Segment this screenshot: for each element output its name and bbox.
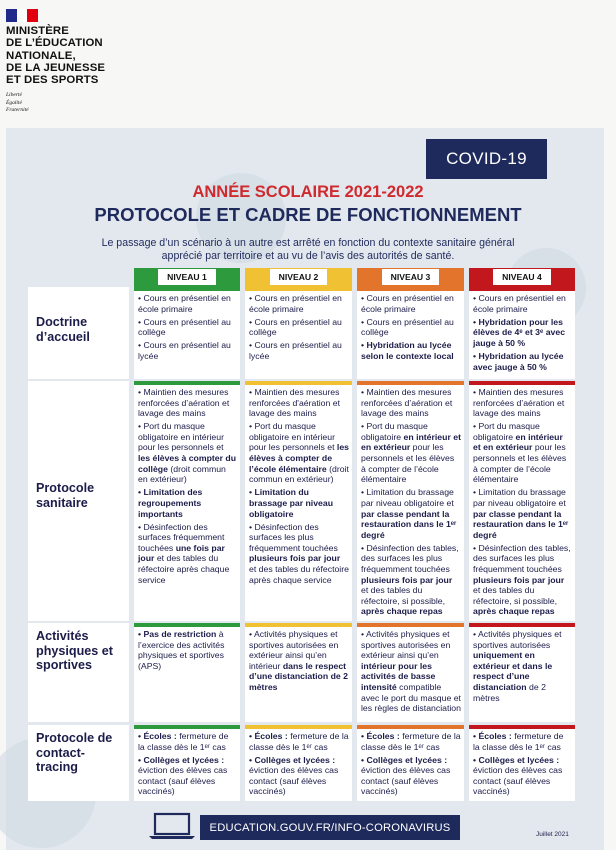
bold-text: • Écoles : xyxy=(473,731,512,741)
level-label: NIVEAU 4 xyxy=(493,269,551,285)
table-cell-niveau-2 xyxy=(245,381,352,621)
text: • Port du masque obligatoire en intérieur pour les personnels et xyxy=(138,421,224,453)
bold-text: une fois par jour xyxy=(138,542,225,564)
bold-text: • Écoles : xyxy=(138,731,177,741)
subtitle-line: apprécié par territoire et au vu de l’avis des autorités de santé. xyxy=(161,250,455,262)
bullet-item xyxy=(138,629,237,671)
bullet-item xyxy=(473,421,572,485)
bullet-item xyxy=(249,293,349,314)
bullet-item xyxy=(138,387,237,419)
text: compatible avec le port du masque et les règles de distanciation xyxy=(361,681,461,714)
text: • Cours en présentiel en école primaire xyxy=(249,293,342,314)
text: • Cours en présentiel au lycée xyxy=(249,340,342,361)
bullet-item xyxy=(361,293,461,314)
level-header-1 xyxy=(134,268,240,287)
bullet-item xyxy=(138,731,237,752)
bold-text: par classe pendant la restauration dans le 1ᵉʳ degré xyxy=(361,508,457,540)
text: • Cours en présentiel au collège xyxy=(361,316,454,338)
table-cell-niveau-2 xyxy=(245,725,352,801)
bold-text: • Hybridation pour les élèves de 4ᵉ et 3ᵉ avec jauge à 50 % xyxy=(473,316,566,348)
level-label: NIVEAU 1 xyxy=(158,269,216,285)
bullet-item xyxy=(361,421,461,485)
text: • Désinfection des surfaces les plus fréquemment touchées xyxy=(249,521,338,553)
bold-text: • Hybridation au lycée avec jauge à 50 % xyxy=(473,350,564,372)
text: • Cours en présentiel au collège xyxy=(249,316,342,338)
bullet-item xyxy=(138,293,237,314)
text: et des tables du réfectoire, si possible, xyxy=(361,585,446,606)
text: • Activités physiques et sportives autorisées xyxy=(473,629,562,650)
bold-text: uniquement en extérieur et dans le respect d’une distanciation xyxy=(473,650,553,692)
ministry-line: DE LA JEUNESSE xyxy=(6,61,106,74)
bold-text: plusieurs fois par jour xyxy=(249,553,341,564)
bullet-item xyxy=(361,755,461,797)
bullet-item xyxy=(249,731,349,752)
bold-text: dans le respect d’une distanciation de 2 mètres xyxy=(249,660,348,692)
text: éviction des élèves cas contact (sauf élèves vaccinés) xyxy=(473,765,563,797)
motto-line: Égalité xyxy=(6,99,22,106)
table-cell-niveau-1 xyxy=(134,287,240,379)
table-cell-niveau-4 xyxy=(469,287,575,379)
text: fermeture de la classe dès le 1ᵉʳ cas xyxy=(249,731,349,752)
motto-line: Fraternité xyxy=(6,107,29,113)
bold-text: en intérieur et en extérieur xyxy=(473,431,563,453)
text: • Désinfection des tables, des surfaces les plus fréquemment touchées xyxy=(361,542,459,574)
text: (droit commun en extérieur) xyxy=(138,463,226,485)
text: et des tables du réfectoire après chaque service xyxy=(138,553,230,585)
bullet-item xyxy=(361,731,461,752)
bold-text: en intérieur et en extérieur xyxy=(361,431,461,453)
publication-date: Juillet 2021 xyxy=(536,831,569,838)
level-header-4 xyxy=(469,268,575,287)
text: • Limitation du brassage par niveau obligatoire et xyxy=(361,487,454,508)
text: pour les personnels et les élèves à compter de l’école élémentaire xyxy=(473,442,567,485)
bullet-item xyxy=(473,755,572,797)
bullet-item xyxy=(473,487,572,540)
bold-text: plusieurs fois par jour xyxy=(473,574,565,585)
bullet-item xyxy=(473,629,572,703)
ministry-line: MINISTÈRE xyxy=(6,25,69,37)
text: pour les personnels et les élèves à compter de l’école élémentaire xyxy=(361,442,455,485)
text: • Maintien des mesures renforcées d’aération et lavage des mains xyxy=(473,387,565,419)
text: éviction des élèves cas contact (sauf élèves vaccinés) xyxy=(361,765,451,797)
text: • Cours en présentiel au collège xyxy=(138,316,231,338)
bullet-item xyxy=(138,340,237,361)
table-cell-niveau-3 xyxy=(357,381,464,621)
text: • Désinfection des surfaces fréquemment touchées xyxy=(138,521,225,553)
text: et des tables du réfectoire après chaque service xyxy=(249,564,349,585)
bullet-item xyxy=(473,731,572,752)
text: • Maintien des mesures renforcées d’aération et lavage des mains xyxy=(138,387,230,419)
table-cell-niveau-2 xyxy=(245,287,352,379)
text: • Limitation du brassage par niveau obligatoire et xyxy=(473,487,566,508)
text: de 2 mètres xyxy=(473,681,546,703)
bold-text: • Écoles : xyxy=(361,731,400,741)
bullet-item xyxy=(473,317,572,349)
ministry-line: ET DES SPORTS xyxy=(6,74,99,87)
row-label: Protocole sanitaire xyxy=(28,381,129,621)
text: fermeture de la classe dès le 1ᵉʳ cas xyxy=(361,731,461,752)
bold-text: • Collèges et lycées : xyxy=(249,754,336,765)
bullet-item xyxy=(249,421,349,485)
table-cell-niveau-1 xyxy=(134,725,240,801)
level-header-2 xyxy=(245,268,352,287)
text: • Activités physiques et sportives autorisées en extérieur ainsi qu’en xyxy=(361,629,451,661)
laptop-icon xyxy=(148,812,196,840)
table-cell-niveau-3 xyxy=(357,623,464,722)
table-cell-niveau-3 xyxy=(357,287,464,379)
school-year-title: ANNÉE SCOLAIRE 2021-2022 xyxy=(192,183,424,201)
subtitle xyxy=(60,237,556,263)
bullet-item xyxy=(249,340,349,361)
text: • Port du masque obligatoire xyxy=(473,421,540,442)
table-cell-niveau-4 xyxy=(469,623,575,722)
bold-text: • Limitation du brassage par niveau obligatoire xyxy=(249,487,334,519)
bullet-item xyxy=(473,543,572,617)
subtitle-line: Le passage d’un scénario à un autre est arrêté en fonction du contexte sanitaire général xyxy=(101,237,515,249)
ministry-line: NATIONALE, xyxy=(6,49,76,62)
bullet-item xyxy=(361,317,461,338)
text: • Cours en présentiel en école primaire xyxy=(473,293,566,314)
bullet-item xyxy=(249,629,349,693)
bold-text: • Collèges et lycées : xyxy=(473,754,560,765)
text: éviction des élèves cas contact (sauf élèves vaccinés) xyxy=(138,765,228,797)
bullet-item xyxy=(249,522,349,586)
bullet-item xyxy=(473,293,572,314)
table-cell-niveau-4 xyxy=(469,381,575,621)
text: fermeture de la classe dès le 1ᵉʳ cas xyxy=(473,731,564,752)
ministry-name xyxy=(6,25,105,86)
bold-text: après chaque repas xyxy=(473,606,555,617)
republic-motto xyxy=(6,92,29,115)
level-header-3 xyxy=(357,268,464,287)
text: éviction des élèves cas contact (sauf élèves vaccinés) xyxy=(249,765,339,797)
row-label: Protocole de contact-tracing xyxy=(28,725,129,801)
text: (droit commun en extérieur) xyxy=(249,463,349,485)
bold-text: après chaque repas xyxy=(361,606,443,617)
text: à l’exercice des activités physiques et sportives (APS) xyxy=(138,629,225,671)
bold-text: • Pas de restriction xyxy=(138,629,217,639)
bold-text: les élèves à compter de l’école élémentaire xyxy=(249,442,349,474)
bold-text: les élèves à compter du collège xyxy=(138,453,237,474)
row-label: Activités physiques et sportives xyxy=(28,623,129,722)
bold-text: • Collèges et lycées : xyxy=(361,754,448,765)
page-title: PROTOCOLE ET CADRE DE FONCTIONNEMENT xyxy=(94,204,522,225)
bold-text: • Écoles : xyxy=(249,731,288,741)
text: • Maintien des mesures renforcées d’aération et lavage des mains xyxy=(361,387,453,419)
text: fermeture de la classe dès le 1ᵉʳ cas xyxy=(138,731,229,752)
bullet-item xyxy=(138,317,237,338)
bullet-item xyxy=(249,487,349,519)
bullet-item xyxy=(473,387,572,419)
bullet-item xyxy=(361,543,461,617)
level-label: NIVEAU 2 xyxy=(270,269,328,285)
bold-text: • Hybridation au lycée selon le contexte local xyxy=(361,340,454,361)
text: • Port du masque obligatoire xyxy=(361,421,428,442)
bullet-item xyxy=(361,487,461,540)
ministry-line: DE L’ÉDUCATION xyxy=(6,37,103,50)
bullet-item xyxy=(138,755,237,797)
bold-text: intérieur pour les activités de basse intensité xyxy=(361,660,436,692)
text: • Activités physiques et sportives autorisées en extérieur ainsi qu’en intérieur xyxy=(249,629,339,671)
bullet-item xyxy=(361,340,461,361)
text: • Maintien des mesures renforcées d'aération et lavage des mains xyxy=(249,387,341,419)
covid-badge: COVID-19 xyxy=(426,139,547,179)
table-cell-niveau-1 xyxy=(134,381,240,621)
bullet-item xyxy=(138,421,237,485)
row-label: Doctrine d’accueil xyxy=(28,287,129,379)
bullet-item xyxy=(361,629,461,714)
bold-text: • Limitation des regroupements importants xyxy=(138,487,203,519)
text: • Cours en présentiel en école primaire xyxy=(138,293,231,314)
bullet-item xyxy=(249,387,349,419)
level-label: NIVEAU 3 xyxy=(382,269,440,285)
text: • Désinfection des tables, des surfaces les plus fréquemment touchées xyxy=(473,542,571,574)
bold-text: par classe pendant la restauration dans le 1ᵉʳ degré xyxy=(473,508,569,540)
text: • Cours en présentiel au lycée xyxy=(138,340,231,361)
bullet-item xyxy=(361,387,461,419)
bullet-item xyxy=(473,351,572,372)
text: • Port du masque obligatoire en intérieur pour les personnels et xyxy=(249,421,337,453)
motto-line: Liberté xyxy=(6,92,22,98)
table-cell-niveau-4 xyxy=(469,725,575,801)
table-cell-niveau-3 xyxy=(357,725,464,801)
bullet-item xyxy=(249,755,349,797)
bullet-item xyxy=(138,487,237,519)
table-cell-niveau-2 xyxy=(245,623,352,722)
bold-text: • Collèges et lycées : xyxy=(138,754,225,765)
bullet-item xyxy=(138,522,237,586)
table-cell-niveau-1 xyxy=(134,623,240,722)
bold-text: plusieurs fois par jour xyxy=(361,574,453,585)
text: et des tables du réfectoire, si possible, xyxy=(473,585,558,606)
republique-francaise-logo xyxy=(6,9,38,22)
bullet-item xyxy=(249,317,349,338)
info-url-link[interactable]: EDUCATION.GOUV.FR/INFO-CORONAVIRUS xyxy=(200,815,460,840)
text: • Cours en présentiel en école primaire xyxy=(361,293,454,314)
